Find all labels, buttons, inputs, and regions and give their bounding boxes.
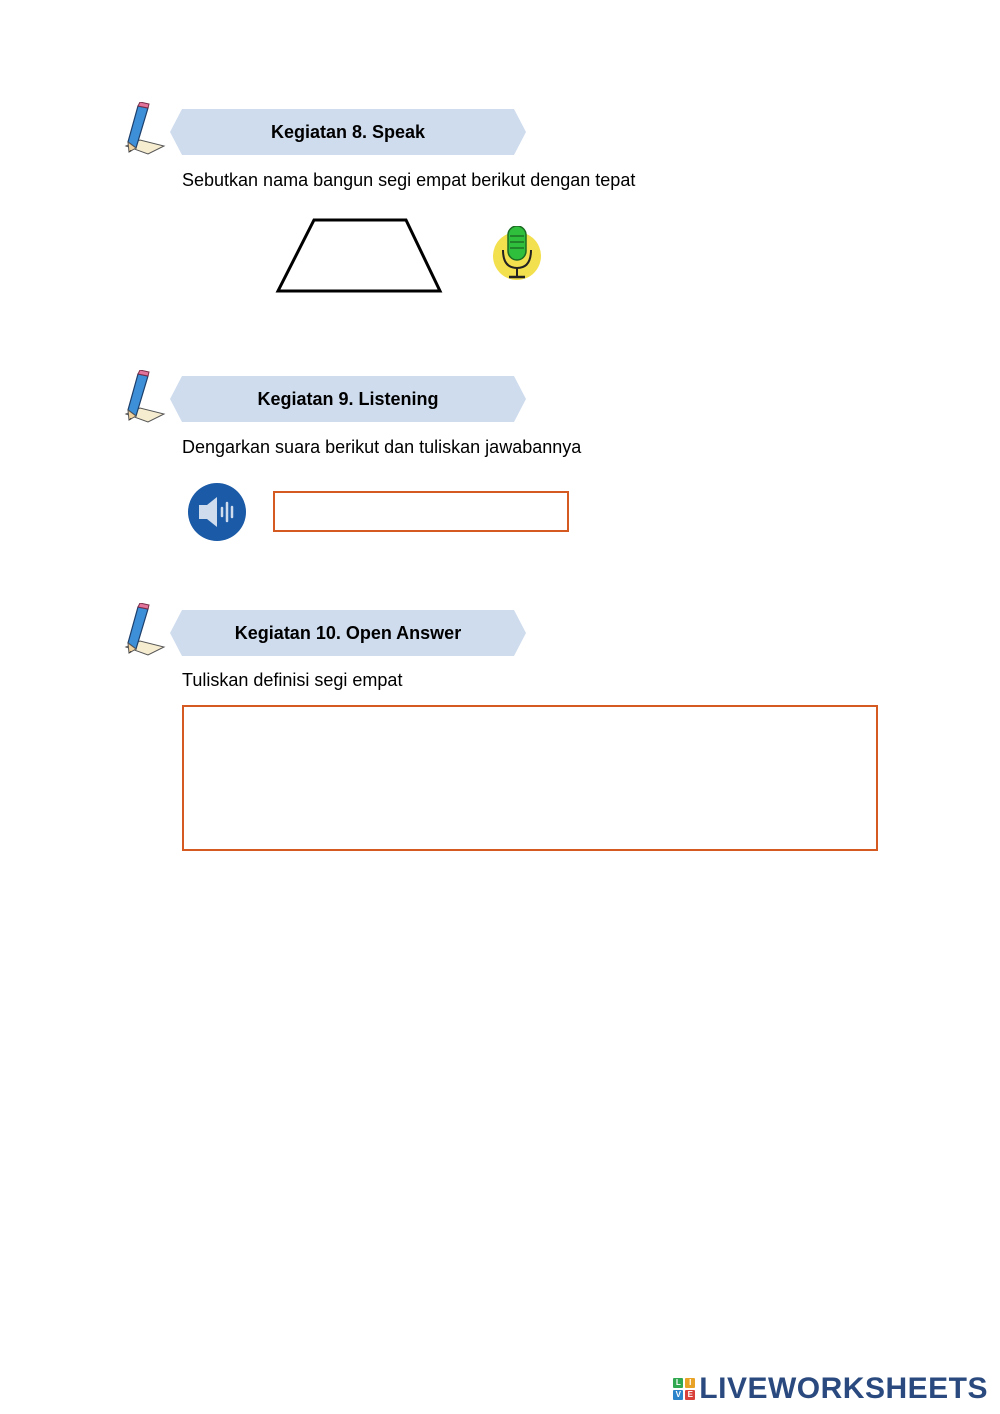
section-banner — [170, 610, 526, 656]
section-title: Kegiatan 9. Listening — [257, 388, 439, 409]
logo-letter: L — [673, 1378, 683, 1388]
section-title: Kegiatan 10. Open Answer — [234, 622, 462, 643]
section-banner — [170, 376, 526, 422]
liveworksheets-logo-icon — [673, 1378, 695, 1400]
liveworksheets-brand — [673, 1372, 988, 1406]
microphone-icon[interactable] — [492, 226, 542, 282]
instruction-text: Dengarkan suara berikut dan tuliskan jawabannya — [182, 437, 582, 457]
trapezoid-shape — [270, 212, 450, 300]
section-title: Kegiatan 8. Speak — [270, 121, 426, 142]
logo-letter: V — [673, 1390, 683, 1400]
logo-letter: I — [685, 1378, 695, 1388]
listening-answer-input[interactable] — [273, 491, 569, 532]
pencil-icon — [118, 603, 170, 663]
brand-name: LIVEWORKSHEETS — [699, 1372, 988, 1405]
instruction-text: Sebutkan nama bangun segi empat berikut dengan tepat — [182, 170, 636, 190]
logo-letter: E — [685, 1390, 695, 1400]
pencil-icon — [118, 102, 170, 162]
instruction-text: Tuliskan definisi segi empat — [182, 670, 403, 690]
section-banner — [170, 109, 526, 155]
open-answer-textarea[interactable] — [182, 705, 878, 851]
speaker-icon[interactable] — [187, 482, 247, 542]
pencil-icon — [118, 370, 170, 430]
